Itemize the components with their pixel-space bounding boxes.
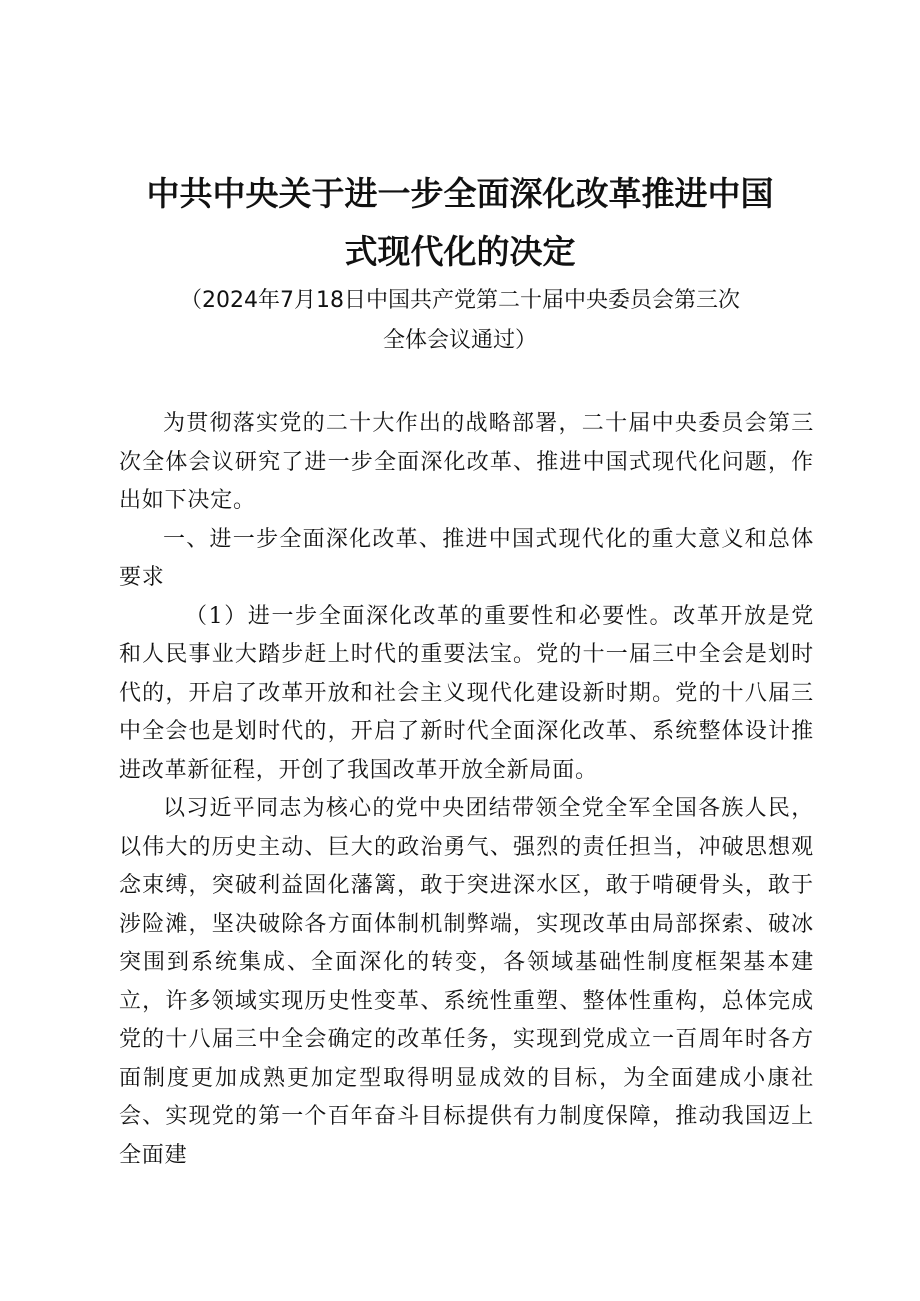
paragraph-item-1: （1）进一步全面深化改革的重要性和必要性。改革开放是党和人民事业大踏步赶上时代的重要法宝。党的十一届三中全会是划时代的，开启了改革开放和社会主义现代化建设新时期。党的十八届三中全会也是划时代的，开启了新时代全面深化改革、系统整体设计推进改革新征程，开创了我国改革开放全新局面。 bbox=[119, 603, 814, 783]
document-body bbox=[119, 405, 814, 1175]
document-subtitle-line-1: （2024年7月18日中国共产党第二十届中央委员会第三次 bbox=[180, 288, 740, 313]
paragraph-intro: 为贯彻落实党的二十大作出的战略部署，二十届中央委员会第三次全体会议研究了进一步全面深化改革、推进中国式现代化问题，作出如下决定。 bbox=[119, 411, 814, 513]
document-subtitle-line-2: 全体会议通过） bbox=[382, 328, 537, 353]
document-title-line-2: 式现代化的决定 bbox=[344, 232, 576, 271]
section-heading: 一、进一步全面深化改革、推进中国式现代化的重大意义和总体要求 bbox=[119, 526, 814, 590]
paragraph-body: 以习近平同志为核心的党中央团结带领全党全军全国各族人民，以伟大的历史主动、巨大的政治勇气、强烈的责任担当，冲破思想观念束缚，突破利益固化藩篱，敢于突进深水区，敢于啃硬骨头，敢于涉险滩，坚决破除各方面体制机制弊端，实现改革由局部探索、破冰突围到系统集成、全面深化的转变，各领域基础性制度框架基本建立，许多领域实现历史性变革、系统性重塑、整体性重构，总体完成党的十八届三中全会确定的改革任务，实现到党成立一百周年时各方面制度更加成熟更加定型取得明显成效的目标，为全面建成小康社会、实现党的第一个百年奋斗目标提供有力制度保障，推动我国迈上全面建 bbox=[119, 796, 814, 1168]
document-title-line-1: 中共中央关于进一步全面深化改革推进中国 bbox=[146, 174, 774, 213]
